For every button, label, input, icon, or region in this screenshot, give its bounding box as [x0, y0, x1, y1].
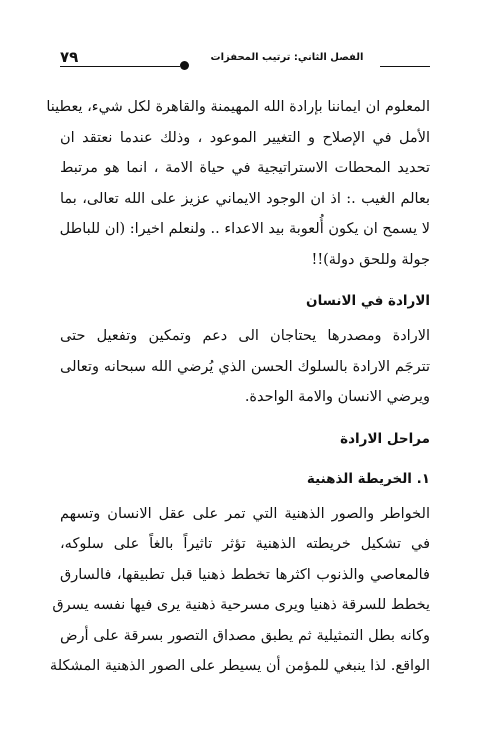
text-line: المعلوم ان ايماننا بإرادة الله المهيمنة والقاهرة لكل شيء، يعطينا [46, 99, 430, 115]
text-line: يخطط للسرقة ذهنيا ويرى مسرحية ذهنية يرى فيها نفسه يسرق [52, 597, 430, 613]
paragraph-will [60, 321, 430, 413]
page-header [60, 44, 430, 68]
header-rule-left [60, 66, 180, 67]
text-line: لا يسمح ان يكون أُلعوبة بيد الاعداء .. ولنعلم اخيرا: (ان للباطل [59, 221, 430, 237]
text-line: ويرضي الانسان والامة الواحدة. [244, 389, 430, 405]
subsection-heading: ١. الخريطة الذهنية [306, 470, 430, 487]
header-rule-right [380, 66, 430, 67]
paragraph-mental-map [49, 499, 430, 682]
text-line: فالمعاصي والذنوب اكثرها تخطط ذهنيا قبل تطبيقها، فالسارق [60, 566, 430, 583]
text-line: الأمل في الإصلاح و التغيير الموعود ، وذلك عندما نعتقد ان [60, 129, 430, 146]
section-heading: مراحل الارادة [340, 430, 430, 447]
page-number: ٧٩ [60, 48, 79, 66]
paragraph-intro [46, 92, 430, 275]
text-line: في تشكيل خريطته الذهنية تؤثر تاثيراً بالغاً على سلوكه، [60, 536, 430, 552]
text-line: بعالم الغيب .: اذ ان الوجود الايماني عزيز على الله تعالى، بما [60, 190, 430, 207]
text-line: وكانه بطل التمثيلية ثم يطبق مصداق التصور بسرقة على أرض [60, 627, 430, 644]
text-line: الخواطر والصور الذهنية التي تمر على عقل الانسان وتسهم [60, 505, 430, 522]
text-line: الواقع. لذا ينبغي للمؤمن أن يسيطر على الصور الذهنية المشكلة [49, 658, 430, 674]
text-line: تترجَم الارادة بالسلوك الحسن الذي يُرضي الله سبحانه وتعالى [60, 358, 430, 375]
running-title: الفصل الثاني: ترتيب المحفزات [210, 52, 364, 63]
section-heading: الارادة في الانسان [306, 293, 430, 309]
header-bullet-icon [180, 61, 189, 70]
text-line: جولة وللحق دولة)!! [311, 251, 430, 268]
text-line: الارادة ومصدرها يحتاجان الى دعم وتمكين وتفعيل حتى [60, 328, 430, 344]
text-line: تحديد المحطات الاستراتيجية في حياة الامة ، انما هو مرتبط [60, 160, 430, 176]
page-body [46, 92, 430, 682]
